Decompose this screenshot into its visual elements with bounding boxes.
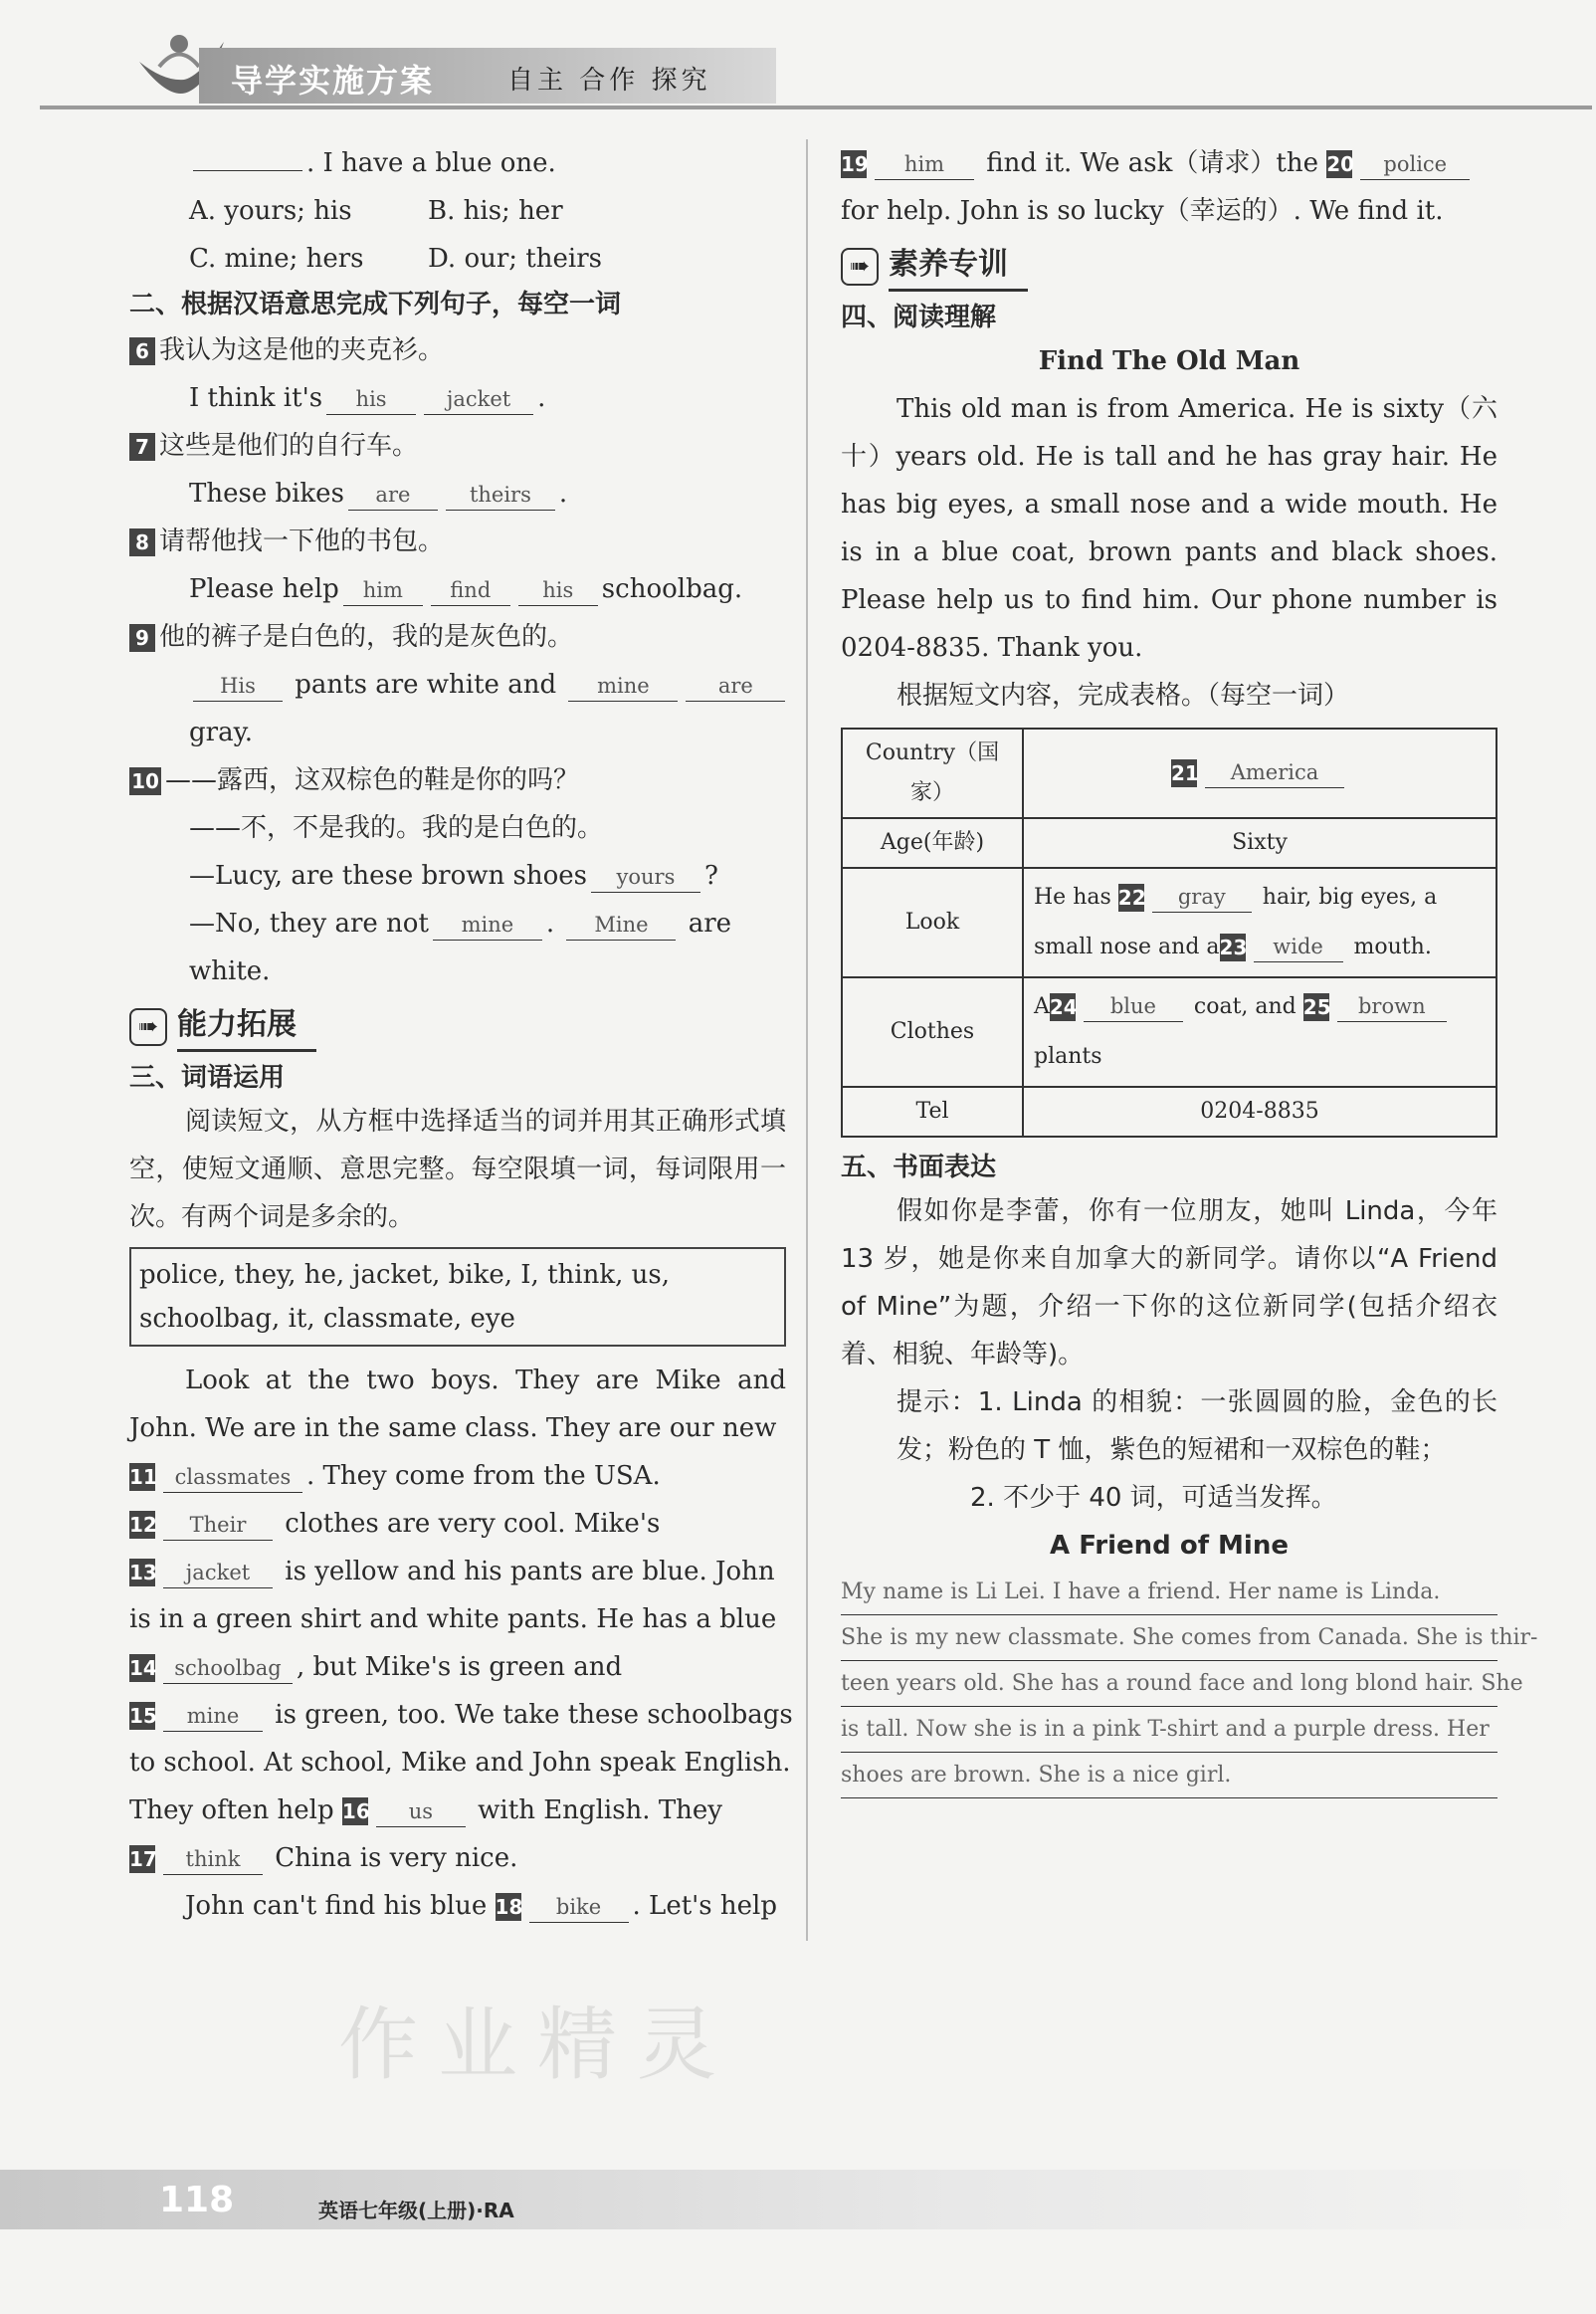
- header-rule: [40, 105, 1592, 109]
- q10-chinese-2: ——不，不是我的。我的是白色的。: [189, 813, 604, 843]
- blank-22[interactable]: gray: [1152, 882, 1252, 913]
- essay-line: shoes are brown. She is a nice girl.: [841, 1753, 1497, 1798]
- footer-band: [0, 2170, 1596, 2229]
- essay-line: teen years old. She has a round face and long blond hair. She: [841, 1661, 1497, 1707]
- arrow-icon: ➠: [841, 248, 879, 286]
- passage-line-11: 11 classmates . They come from the USA.: [129, 1461, 661, 1491]
- passage-line-15b: to school. At school, Mike and John speak English.: [129, 1748, 791, 1778]
- arrow-icon: ➠: [129, 1008, 167, 1046]
- q6-english: I think it's his jacket .: [189, 383, 546, 413]
- q10-blank-2[interactable]: mine: [433, 910, 542, 941]
- watermark: 作业精灵: [338, 1998, 736, 2091]
- essay-line: is tall. Now she is in a pink T-shirt and a purple dress. Her: [841, 1707, 1497, 1753]
- word-box: police, they, he, jacket, bike, I, think, us, schoolbag, it, classmate, eye: [129, 1247, 786, 1347]
- q8-blank-3[interactable]: his: [518, 575, 598, 606]
- q7-blank-1[interactable]: are: [348, 480, 438, 511]
- banner-literacy: ➠ 素养专训: [841, 241, 1028, 292]
- q8-chinese: 8 请帮他找一下他的书包。: [129, 518, 786, 565]
- q10-english-1: —Lucy, are these brown shoes yours ?: [189, 861, 718, 891]
- essay-answer: [841, 1570, 1538, 1798]
- page-number: 118: [159, 2180, 235, 2220]
- q9-blank-2[interactable]: mine: [568, 671, 678, 702]
- q6-blank-2[interactable]: jacket: [424, 384, 533, 415]
- blank-15[interactable]: mine: [163, 1701, 263, 1732]
- blank-11[interactable]: classmates: [163, 1462, 302, 1493]
- blank-25[interactable]: brown: [1337, 991, 1447, 1022]
- blank-18[interactable]: bike: [529, 1892, 629, 1923]
- page-header: [0, 0, 1596, 109]
- q10-english-2: —No, they are not mine . Mine are: [189, 909, 732, 939]
- q8-blank-2[interactable]: find: [431, 575, 510, 606]
- q10-blank-3[interactable]: Mine: [566, 910, 676, 941]
- section4-title: 四、阅读理解: [841, 303, 997, 332]
- column-divider: [806, 139, 808, 1941]
- q9-blank-3[interactable]: are: [686, 671, 785, 702]
- q5-options-row1: A. yours; his B. his; her: [189, 196, 563, 226]
- essay-title: A Friend of Mine: [1050, 1531, 1289, 1561]
- q9-english: His pants are white and mine are: [129, 661, 786, 709]
- passage-line-17: 17 think China is very nice.: [129, 1843, 518, 1873]
- table-row-look: Look He has 22 gray hair, big eyes, a small nose and a23 wide mouth.: [842, 868, 1496, 977]
- story-text: This old man is from America. He is sixty（六十）years old. He is tall and he has gray hair. He has big eyes, a small nose and a wide mouth. He is in a blue coat, brown pants and black shoes. Please help us to find him. Our phone number is 0204-8835. Thank you.: [841, 394, 1497, 663]
- left-column: [129, 139, 793, 1930]
- table-row-tel: Tel 0204-8835: [842, 1087, 1496, 1137]
- blank-13[interactable]: jacket: [163, 1558, 273, 1588]
- right-column: [841, 139, 1538, 1798]
- q7-blank-2[interactable]: theirs: [446, 480, 555, 511]
- q6-blank-1[interactable]: his: [326, 384, 416, 415]
- table-row-country: Country（国家） 21 America: [842, 729, 1496, 818]
- passage-line-13: 13 jacket is yellow and his pants are blue. John: [129, 1557, 775, 1586]
- info-table: [841, 728, 1497, 1138]
- q7-chinese: 7 这些是他们的自行车。: [129, 422, 786, 470]
- header-subtitle: 自主 合作 探究: [507, 66, 711, 96]
- blank-24[interactable]: blue: [1084, 991, 1183, 1022]
- blank-23[interactable]: wide: [1254, 932, 1343, 962]
- q9-blank-1[interactable]: His: [193, 671, 283, 702]
- section5-title: 五、书面表达: [841, 1153, 997, 1182]
- q5-options-row2: C. mine; hers D. our; theirs: [189, 244, 602, 274]
- passage-line-13b: is in a green shirt and white pants. He has a blue: [129, 1604, 777, 1634]
- hint-1: 提示：1. Linda 的相貌：一张圆圆的脸，金色的长发；粉色的 T 恤，紫色的短裙和一双棕色的鞋；: [897, 1387, 1497, 1465]
- blank-14[interactable]: schoolbag: [163, 1653, 293, 1684]
- section5-instructions: 假如你是李蕾，你有一位朋友，她叫 Linda，今年 13 岁，她是你来自加拿大的新同学。请你以“A Friend of Mine”为题，介绍一下你的这位新同学(包括介绍衣着、相貌、年龄等)。: [841, 1196, 1497, 1369]
- q7-english: These bikes are theirs .: [189, 479, 568, 509]
- passage-line-20: for help. John is so lucky（幸运的）. We find it.: [841, 196, 1444, 226]
- footer-book-title: 英语七年级(上册)·RA: [318, 2199, 514, 2222]
- q10-blank-1[interactable]: yours: [591, 862, 700, 893]
- story-title: Find The Old Man: [1038, 346, 1300, 376]
- q10-chinese-1: 10 ——露西，这双棕色的鞋是你的吗？: [129, 756, 786, 804]
- blank-16[interactable]: us: [376, 1796, 466, 1827]
- header-title: 导学实施方案: [231, 62, 435, 100]
- blank-17[interactable]: think: [163, 1844, 263, 1875]
- section3-instructions: 阅读短文，从方框中选择适当的词并用其正确形式填空，使短文通顺、意思完整。每空限填一词，每词限用一次。有两个词是多余的。: [129, 1107, 786, 1232]
- q6-chinese: 6 我认为这是他的夹克衫。: [129, 326, 786, 374]
- table-instructions: 根据短文内容，完成表格。（每空一词）: [897, 681, 1350, 711]
- blank-19[interactable]: him: [875, 149, 974, 180]
- blank-20[interactable]: police: [1360, 149, 1470, 180]
- q8-english: Please help him find his schoolbag.: [189, 574, 743, 604]
- section3-title: 三、词语运用: [129, 1063, 286, 1093]
- passage-line-19: 19 him find it. We ask（请求）the 20 police: [841, 139, 1497, 187]
- hint-2: 2. 不少于 40 词，可适当发挥。: [970, 1483, 1337, 1513]
- q9-chinese: 9 他的裤子是白色的，我的是灰色的。: [129, 613, 786, 661]
- passage-line-15: 15 mine is green, too. We take these schoolbags: [129, 1700, 793, 1730]
- q5-line: . I have a blue one.: [129, 139, 786, 187]
- table-row-clothes: Clothes A24 blue coat, and 25 brown plants: [842, 977, 1496, 1087]
- essay-line: She is my new classmate. She comes from Canada. She is thir-: [841, 1615, 1497, 1661]
- passage-line-16: They often help 16 us with English. They: [129, 1795, 722, 1825]
- blank-21[interactable]: America: [1205, 757, 1344, 788]
- q5-blank[interactable]: [193, 170, 302, 171]
- section2-title: 二、根据汉语意思完成下列句子，每空一词: [129, 290, 622, 319]
- q10-end: white.: [189, 956, 271, 986]
- passage-line-12: 12 Their clothes are very cool. Mike's: [129, 1509, 661, 1539]
- table-row-age: Age(年龄) Sixty: [842, 818, 1496, 868]
- passage-line-14: 14 schoolbag , but Mike's is green and: [129, 1652, 623, 1682]
- q9-end: gray.: [189, 718, 254, 747]
- banner-ability: ➠ 能力拓展: [129, 1001, 316, 1052]
- q8-blank-1[interactable]: him: [343, 575, 423, 606]
- blank-12[interactable]: Their: [163, 1510, 273, 1541]
- passage-line-18: John can't find his blue 18 bike . Let's help: [185, 1891, 778, 1921]
- essay-line: My name is Li Lei. I have a friend. Her name is Linda.: [841, 1570, 1497, 1615]
- passage-intro: Look at the two boys. They are Mike and John. We are in the same class. They are our new: [129, 1366, 786, 1443]
